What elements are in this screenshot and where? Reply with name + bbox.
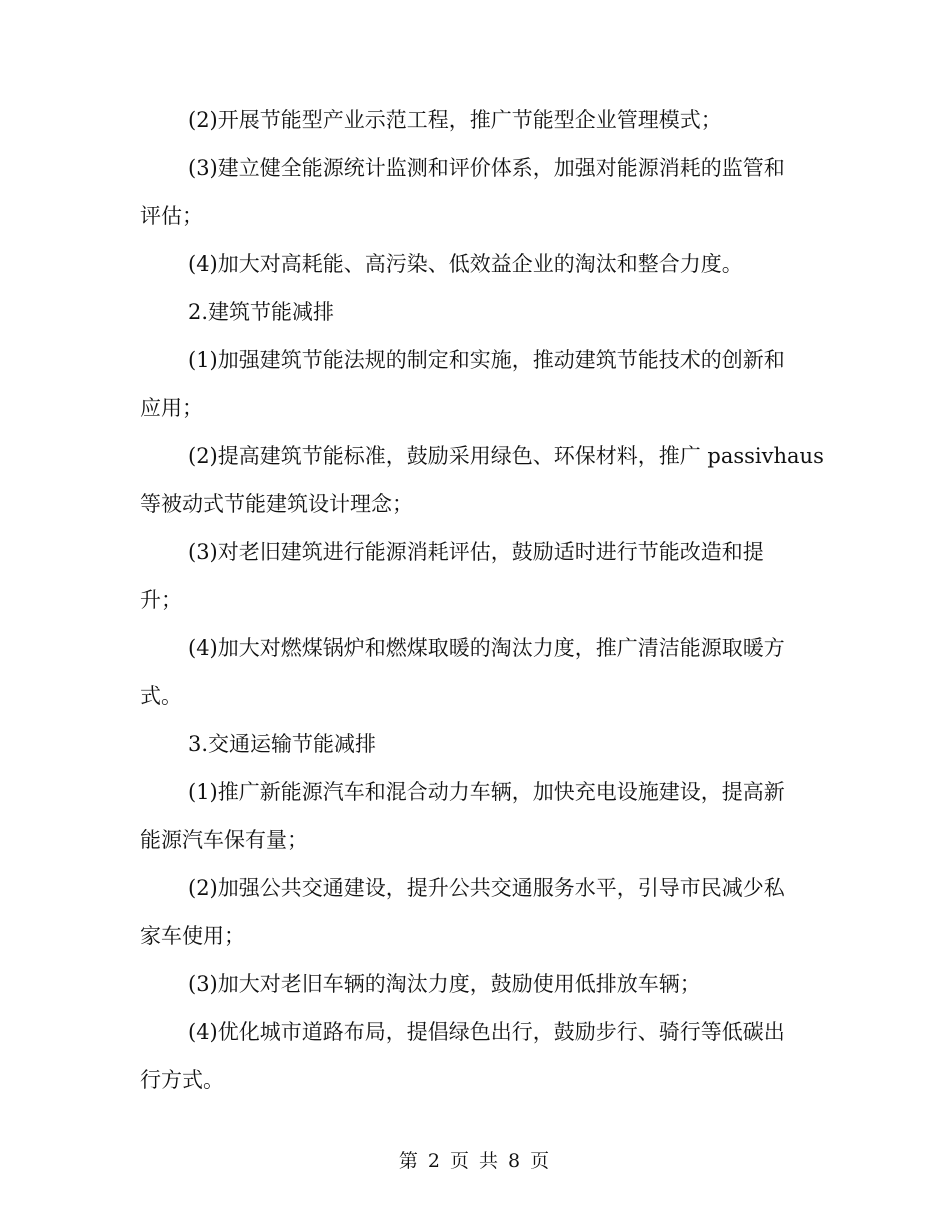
section-heading: 3.交通运输节能减排 xyxy=(188,732,377,756)
paragraph-line: (2)提高建筑节能标准，鼓励采用绿色、环保材料，推广 passivhaus xyxy=(188,444,824,468)
paragraph-line: 能源汽车保有量； xyxy=(140,828,308,852)
paragraph-line: (1)推广新能源汽车和混合动力车辆，加快充电设施建设，提高新 xyxy=(188,780,785,804)
paragraph-line: (3)加大对老旧车辆的淘汰力度，鼓励使用低排放车辆； xyxy=(188,972,701,996)
paragraph-line: (4)加大对燃煤锅炉和燃煤取暖的淘汰力度，推广清洁能源取暖方 xyxy=(188,636,785,660)
section-heading: 2.建筑节能减排 xyxy=(188,300,335,324)
paragraph-line: (3)对老旧建筑进行能源消耗评估，鼓励适时进行节能改造和提 xyxy=(188,540,764,564)
paragraph-line: (4)优化城市道路布局，提倡绿色出行，鼓励步行、骑行等低碳出 xyxy=(188,1020,785,1044)
paragraph-line: (2)开展节能型产业示范工程，推广节能型企业管理模式； xyxy=(188,108,722,132)
paragraph-line: 行方式。 xyxy=(140,1068,224,1092)
paragraph-line: 升； xyxy=(140,588,182,612)
paragraph-line: 评估； xyxy=(140,204,203,228)
paragraph-line: 等被动式节能建筑设计理念； xyxy=(140,492,413,516)
page-number-footer: 第 2 页 共 8 页 xyxy=(398,1150,552,1172)
paragraph-line: (2)加强公共交通建设，提升公共交通服务水平，引导市民减少私 xyxy=(188,876,785,900)
paragraph-line: (4)加大对高耗能、高污染、低效益企业的淘汰和整合力度。 xyxy=(188,252,743,276)
paragraph-line: (1)加强建筑节能法规的制定和实施，推动建筑节能技术的创新和 xyxy=(188,348,785,372)
paragraph-line: 式。 xyxy=(140,684,182,708)
paragraph-line: 家车使用； xyxy=(140,924,245,948)
paragraph-line: 应用； xyxy=(140,396,203,420)
paragraph-line: (3)建立健全能源统计监测和评价体系，加强对能源消耗的监管和 xyxy=(188,156,785,180)
